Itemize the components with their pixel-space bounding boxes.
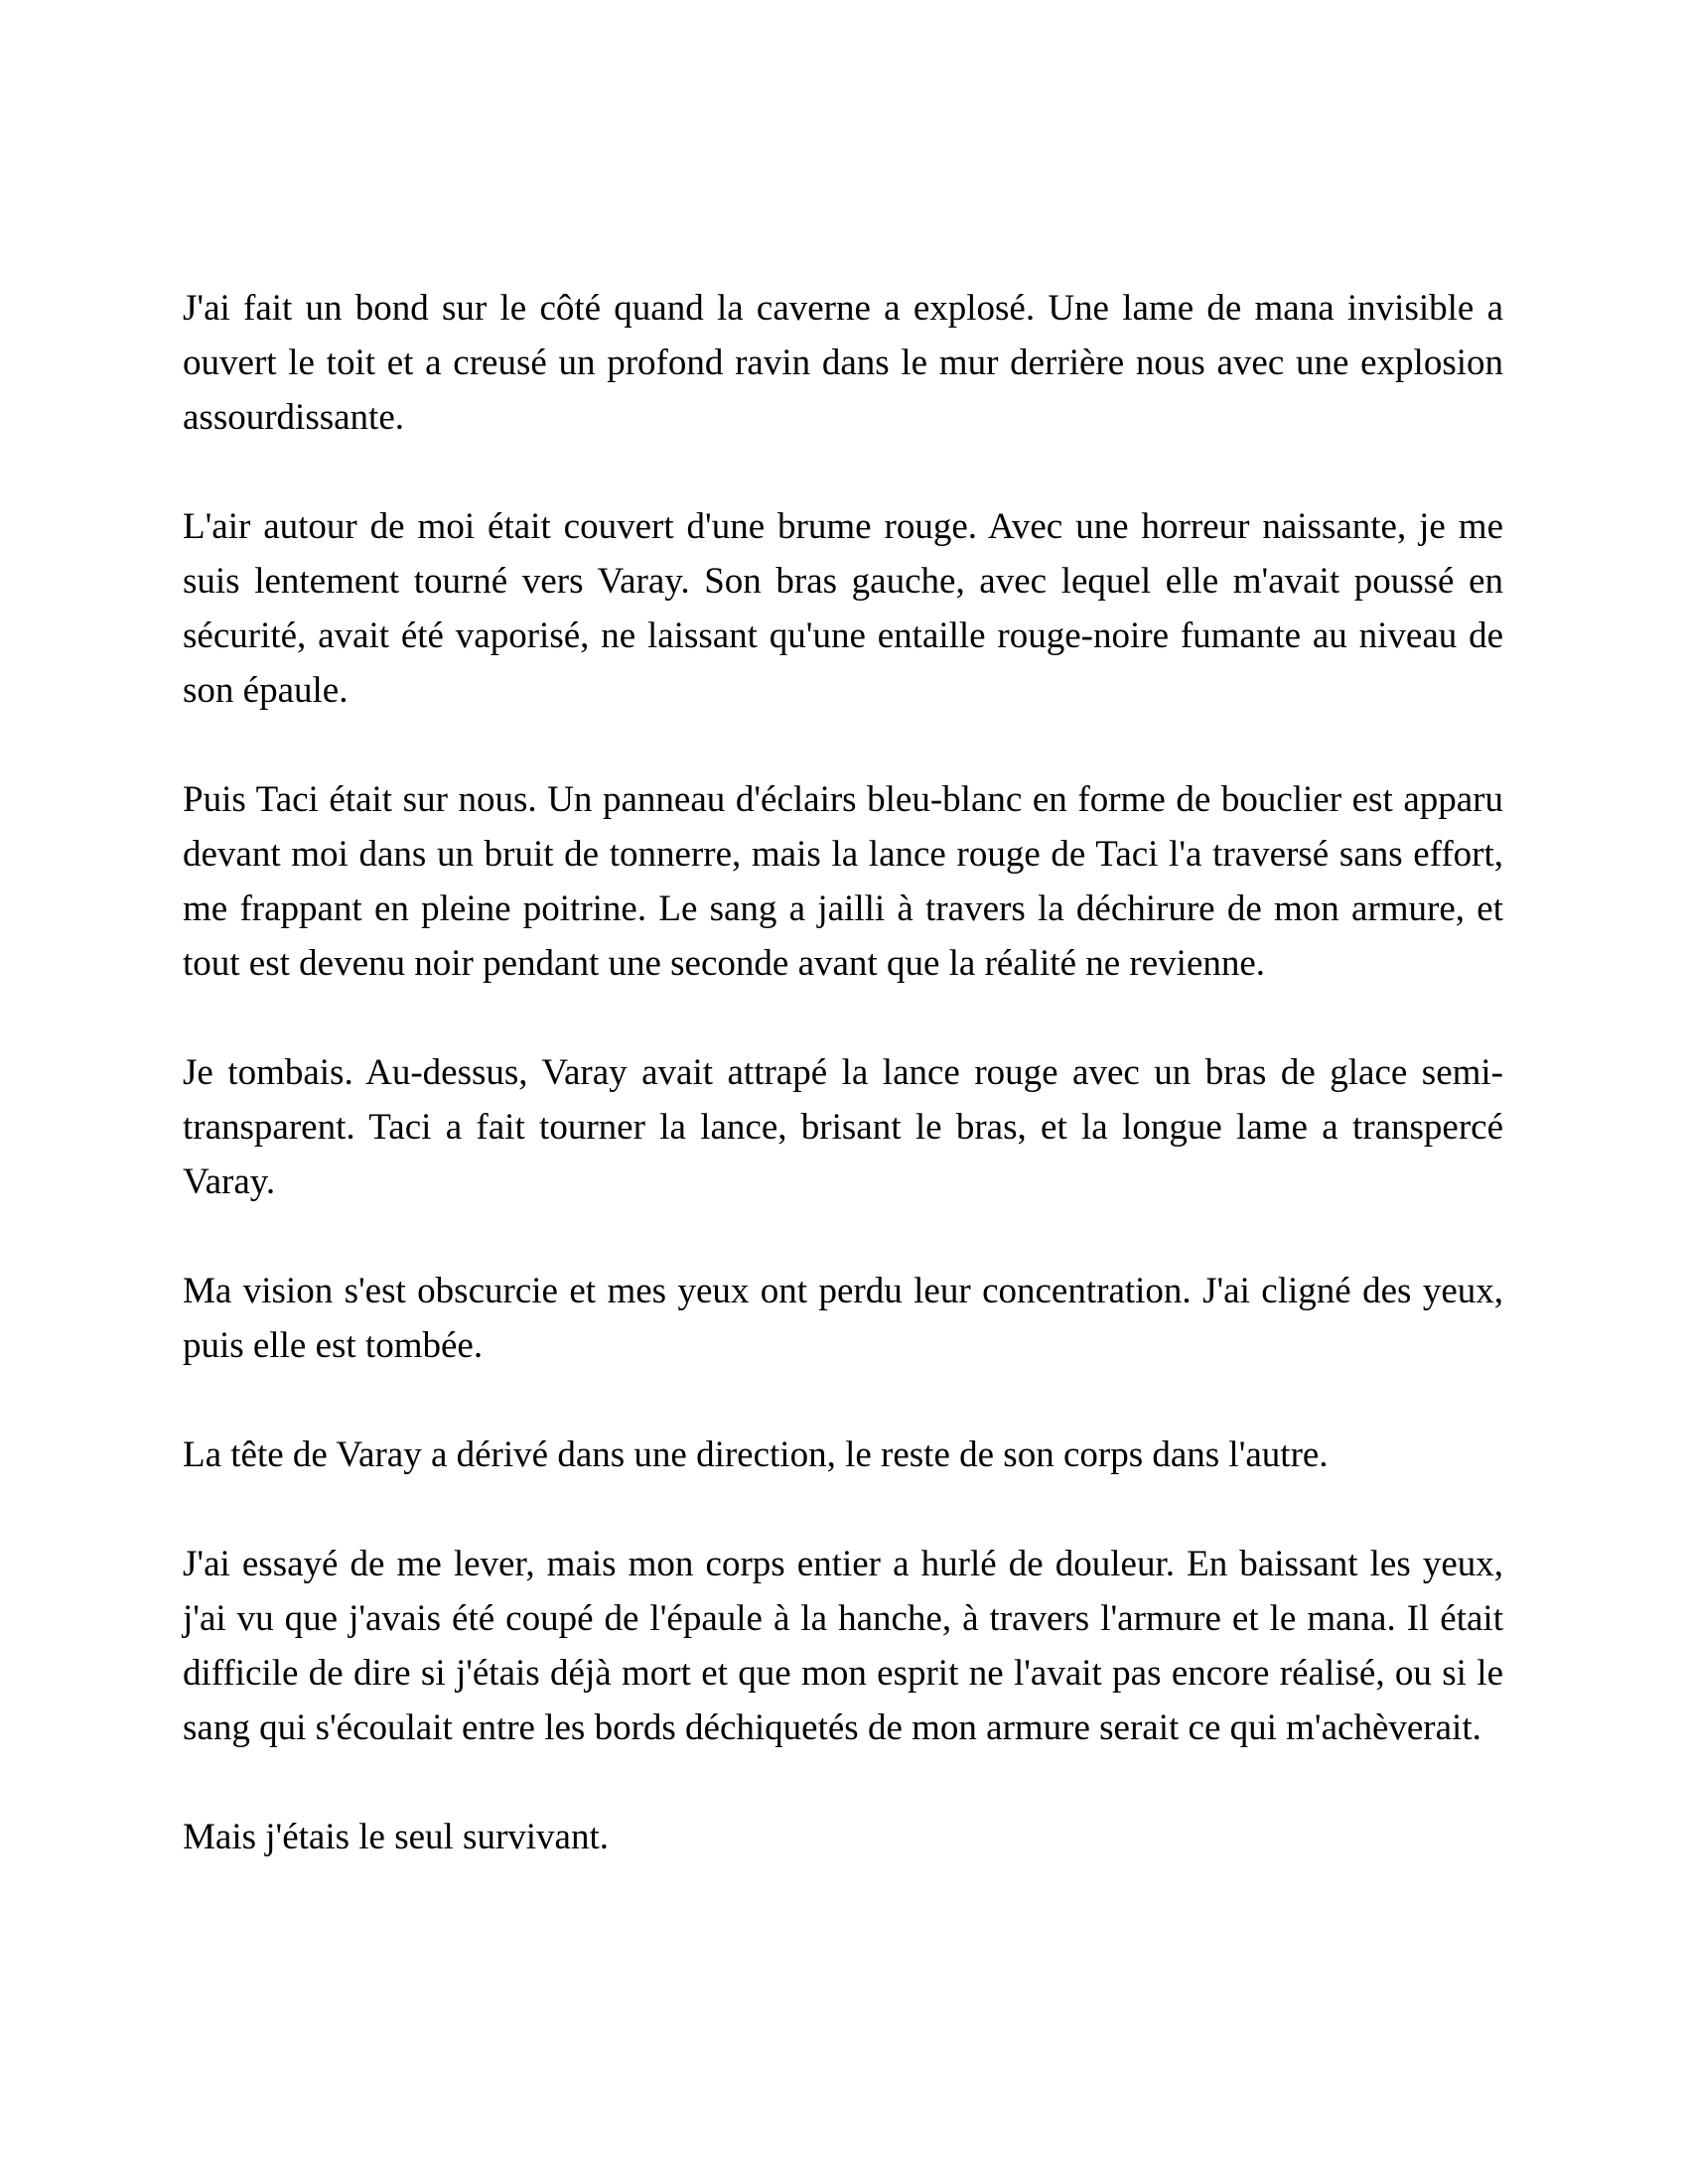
paragraph-6: La tête de Varay a dérivé dans une direction, le reste de son corps dans l'autre. <box>183 1434 1329 1475</box>
paragraph-8: Mais j'étais le seul survivant. <box>183 1817 610 1857</box>
paragraph-5: Ma vision s'est obscurcie et mes yeux ont perdu leur concentration. J'ai cligné des yeux, puis elle est tombée. <box>183 1271 1503 1366</box>
paragraph-1: J'ai fait un bond sur le côté quand la caverne a explosé. Une lame de mana invisible a ouvert le toit et a creusé un profond ravin dans le mur derrière nous avec une explosion assourdissante. <box>183 288 1503 438</box>
document-page <box>183 281 1503 1864</box>
paragraph-4: Je tombais. Au-dessus, Varay avait attrapé la lance rouge avec un bras de glace semi-transparent. Taci a fait tourner la lance, brisant le bras, et la longue lame a transpercé Varay. <box>183 1052 1503 1202</box>
paragraph-2: L'air autour de moi était couvert d'une brume rouge. Avec une horreur naissante, je me suis lentement tourné vers Varay. Son bras gauche, avec lequel elle m'avait poussé en sécurité, avait été vaporisé, ne laissant qu'une entaille rouge-noire fumante au niveau de son épaule. <box>183 506 1503 711</box>
paragraph-3: Puis Taci était sur nous. Un panneau d'éclairs bleu-blanc en forme de bouclier est apparu devant moi dans un bruit de tonnerre, mais la lance rouge de Taci l'a traversé sans effort, me frappant en pleine poitrine. Le sang a jailli à travers la déchirure de mon armure, et tout est devenu noir pendant une seconde avant que la réalité ne revienne. <box>183 779 1503 984</box>
paragraph-7: J'ai essayé de me lever, mais mon corps entier a hurlé de douleur. En baissant les yeux, j'ai vu que j'avais été coupé de l'épaule à la hanche, à travers l'armure et le mana. Il était difficile de dire si j'étais déjà mort et que mon esprit ne l'avait pas encore réalisé, ou si le sang qui s'écoulait entre les bords déchiquetés de mon armure serait ce qui m'achèverait. <box>183 1544 1503 1748</box>
